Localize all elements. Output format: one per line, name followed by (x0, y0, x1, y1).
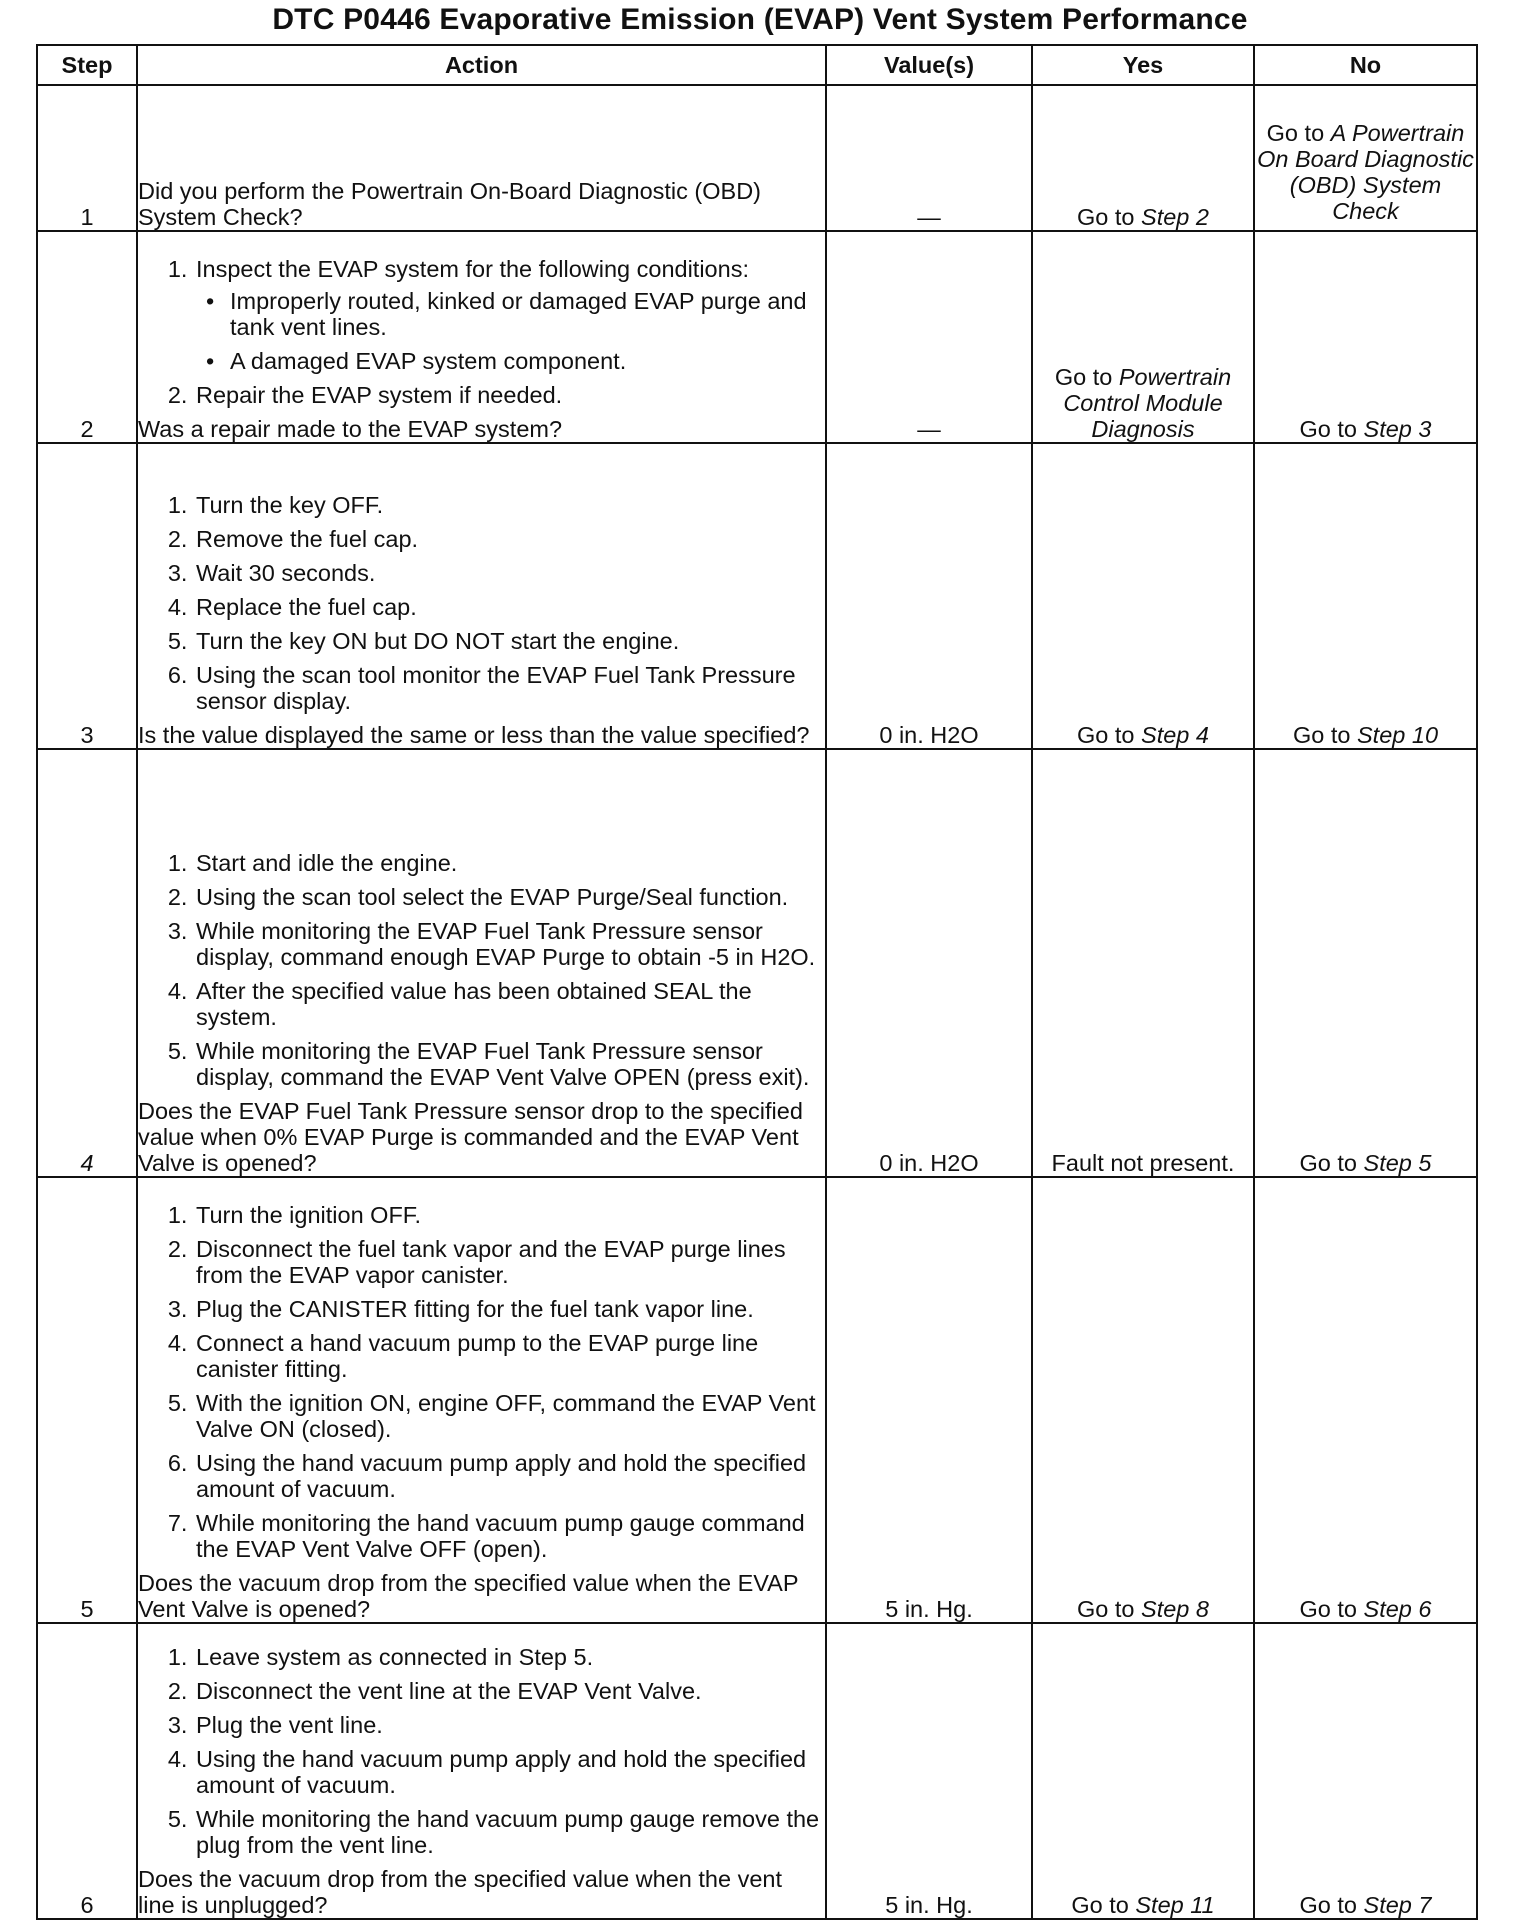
action-step: 2. Disconnect the fuel tank vapor and the EVAP purge lines from the EVAP vapor canister. (194, 1236, 825, 1288)
no-prefix: Go to (1299, 1150, 1364, 1176)
no-prefix: Go to (1299, 416, 1364, 442)
action-question: Did you perform the Powertrain On-Board Diagnostic (OBD) System Check? (138, 178, 761, 230)
value-cell: 0 in. H2O (826, 749, 1032, 1177)
header-yes: Yes (1032, 45, 1254, 85)
yes-cell (1032, 85, 1254, 231)
yes-prefix: Go to (1077, 1596, 1142, 1622)
action-step: 6. Using the hand vacuum pump apply and hold the specified amount of vacuum. (194, 1450, 825, 1502)
action-question: Was a repair made to the EVAP system? (138, 416, 563, 442)
yes-cell: Fault not present. (1032, 749, 1254, 1177)
table-row (37, 231, 1477, 443)
yes-cell (1032, 231, 1254, 443)
yes-prefix: Go to (1071, 1892, 1136, 1918)
action-cell (137, 1623, 826, 1919)
action-step: 3. Plug the CANISTER fitting for the fuel tank vapor line. (194, 1296, 825, 1322)
yes-step-ref: Step 4 (1141, 722, 1209, 748)
yes-cell (1032, 1623, 1254, 1919)
action-step: 4. Connect a hand vacuum pump to the EVAP purge line canister fitting. (194, 1330, 825, 1382)
yes-cell (1032, 1177, 1254, 1623)
yes-step-ref: Step 11 (1135, 1892, 1215, 1918)
header-values: Value(s) (826, 45, 1032, 85)
action-step: 3. Plug the vent line. (194, 1712, 825, 1738)
yes-prefix: Go to (1077, 204, 1142, 230)
action-step: 2. Remove the fuel cap. (194, 526, 825, 552)
step-number: 6 (37, 1623, 137, 1919)
value-cell: 5 in. Hg. (826, 1177, 1032, 1623)
action-steps-list (138, 492, 825, 714)
action-step: 4. Using the hand vacuum pump apply and hold the specified amount of vacuum. (194, 1746, 825, 1798)
action-question: Does the vacuum drop from the specified value when the EVAP Vent Valve is opened? (138, 1570, 799, 1622)
action-cell (137, 443, 826, 749)
no-prefix: Go to (1292, 722, 1357, 748)
table-row (37, 443, 1477, 749)
action-steps-list (138, 850, 825, 1090)
document-title: DTC P0446 Evaporative Emission (EVAP) Vent System Performance (272, 3, 1248, 36)
header-action: Action (137, 45, 826, 85)
action-step: 2. Using the scan tool select the EVAP Purge/Seal function. (194, 884, 825, 910)
action-question: Is the value displayed the same or less than the value specified? (138, 722, 810, 748)
condition-list (196, 288, 825, 374)
action-step: 3. While monitoring the EVAP Fuel Tank Pressure sensor display, command enough EVAP Purge to obtain -5 in H2O. (194, 918, 825, 970)
header-step: Step (37, 45, 137, 85)
no-step-ref: Step 7 (1363, 1892, 1432, 1918)
condition-item: • A damaged EVAP system component. (230, 348, 825, 374)
action-step: 6. Using the scan tool monitor the EVAP Fuel Tank Pressure sensor display. (194, 662, 825, 714)
no-cell (1254, 1177, 1477, 1623)
action-question: Does the vacuum drop from the specified value when the vent line is unplugged? (138, 1866, 783, 1918)
value-cell: — (826, 85, 1032, 231)
action-step: 4. Replace the fuel cap. (194, 594, 825, 620)
action-steps-list (138, 256, 825, 408)
yes-step-ref: Step 8 (1141, 1596, 1209, 1622)
no-cell (1254, 1623, 1477, 1919)
yes-step-ref: Powertrain Control Module Diagnosis (1063, 364, 1232, 442)
table-row (37, 1177, 1477, 1623)
step-number: 3 (37, 443, 137, 749)
no-step-ref: Step 10 (1357, 722, 1439, 748)
action-step: 5. With the ignition ON, engine OFF, command the EVAP Vent Valve ON (closed). (194, 1390, 825, 1442)
action-question: Does the EVAP Fuel Tank Pressure sensor drop to the specified value when 0% EVAP Purge is commanded and the EVAP Vent Valve is opened? (138, 1098, 803, 1176)
step-number: 2 (37, 231, 137, 443)
yes-prefix: Go to (1054, 364, 1119, 390)
no-step-ref: A Powertrain On Board Diagnostic (OBD) System Check (1257, 120, 1474, 224)
action-step: 5. Turn the key ON but DO NOT start the engine. (194, 628, 825, 654)
action-step (194, 256, 825, 374)
action-step: 1. Start and idle the engine. (194, 850, 825, 876)
no-step-ref: Step 6 (1363, 1596, 1432, 1622)
action-step: 2. Repair the EVAP system if needed. (194, 382, 825, 408)
value-cell: 5 in. Hg. (826, 1623, 1032, 1919)
action-step: 1. Leave system as connected in Step 5. (194, 1644, 825, 1670)
action-cell (137, 231, 826, 443)
action-step: 3. Wait 30 seconds. (194, 560, 825, 586)
table-row (37, 85, 1477, 231)
step-number: 4 (37, 749, 137, 1177)
action-steps-list (138, 1202, 825, 1562)
action-step-text: Inspect the EVAP system for the following conditions: (196, 256, 749, 282)
step-number: 1 (37, 85, 137, 231)
table-row (37, 1623, 1477, 1919)
condition-item: • Improperly routed, kinked or damaged EVAP purge and tank vent lines. (230, 288, 825, 340)
no-prefix: Go to (1299, 1596, 1364, 1622)
action-step: 7. While monitoring the hand vacuum pump gauge command the EVAP Vent Valve OFF (open). (194, 1510, 825, 1562)
action-step: 1. Turn the ignition OFF. (194, 1202, 825, 1228)
header-no: No (1254, 45, 1477, 85)
step-number: 5 (37, 1177, 137, 1623)
action-steps-list (138, 1644, 825, 1858)
action-step: 5. While monitoring the hand vacuum pump gauge remove the plug from the vent line. (194, 1806, 825, 1858)
action-step: 1. Turn the key OFF. (194, 492, 825, 518)
yes-cell (1032, 443, 1254, 749)
no-cell (1254, 443, 1477, 749)
table-row (37, 749, 1477, 1177)
action-step: 5. While monitoring the EVAP Fuel Tank Pressure sensor display, command the EVAP Vent Valve OPEN (press exit). (194, 1038, 825, 1090)
no-step-ref: Step 3 (1363, 416, 1432, 442)
value-cell: 0 in. H2O (826, 443, 1032, 749)
diagnostic-table (36, 44, 1478, 1920)
no-step-ref: Step 5 (1363, 1150, 1432, 1176)
yes-step-ref: Step 2 (1141, 204, 1209, 230)
action-cell (137, 749, 826, 1177)
yes-prefix: Go to (1077, 722, 1142, 748)
no-cell (1254, 231, 1477, 443)
action-cell (137, 1177, 826, 1623)
no-cell (1254, 85, 1477, 231)
no-cell (1254, 749, 1477, 1177)
value-cell: — (826, 231, 1032, 443)
action-step: 4. After the specified value has been obtained SEAL the system. (194, 978, 825, 1030)
action-step: 2. Disconnect the vent line at the EVAP Vent Valve. (194, 1678, 825, 1704)
no-prefix: Go to (1299, 1892, 1364, 1918)
no-prefix: Go to (1266, 120, 1331, 146)
table-header-row (37, 45, 1477, 85)
action-cell (137, 85, 826, 231)
